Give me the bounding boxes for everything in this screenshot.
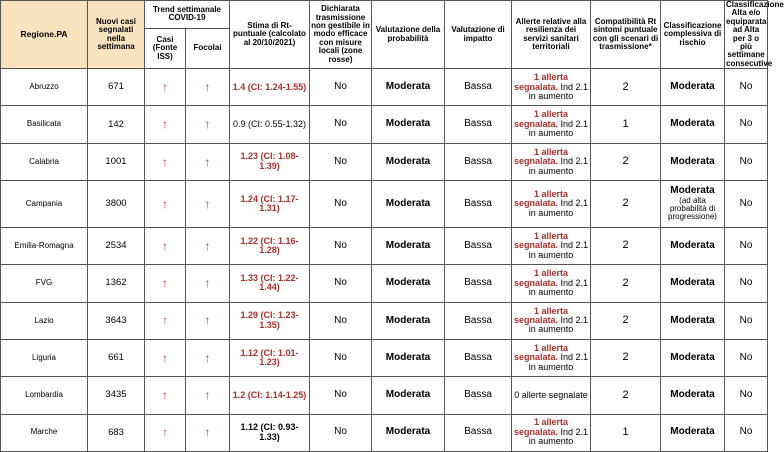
rt-value: 1.33 (CI: 1.22-1.44) bbox=[240, 273, 299, 293]
declared-cell: No bbox=[310, 69, 372, 106]
impact-cell: Bassa bbox=[445, 339, 512, 376]
high-cell: No bbox=[725, 106, 768, 143]
alert-main: 1 allerta segnalata. bbox=[513, 268, 569, 288]
table-row bbox=[1, 181, 768, 228]
classification-value: Moderata bbox=[670, 118, 715, 130]
impact-cell: Bassa bbox=[445, 143, 512, 180]
classification-value: Moderata bbox=[670, 277, 715, 289]
header-trend-outbreaks: Focolai bbox=[186, 28, 230, 68]
high-cell: No bbox=[725, 228, 768, 265]
header-high: Classificazione Alta e/o equiparata ad Alta per 3 o più settimane consecutive bbox=[726, 0, 784, 68]
impact-cell: Bassa bbox=[445, 377, 512, 414]
high-cell: No bbox=[725, 181, 768, 228]
arrow-up-icon: ↑ bbox=[145, 228, 186, 265]
alert-cell bbox=[512, 181, 591, 228]
compat-cell: 2 bbox=[591, 228, 661, 265]
declared-cell: No bbox=[310, 339, 372, 376]
rt-value: 1.22 (CI: 1.16-1.28) bbox=[240, 235, 299, 256]
alert-cell bbox=[512, 143, 591, 180]
classification-cell bbox=[661, 414, 725, 451]
alert-main: 1 allerta segnalata. bbox=[513, 188, 569, 209]
impact-cell: Bassa bbox=[445, 265, 512, 302]
alert-rest: Ind 2.1 in aumento bbox=[528, 352, 589, 372]
classification-value: Moderata bbox=[670, 185, 715, 197]
table-row bbox=[1, 106, 768, 143]
region-cell: FVG bbox=[1, 265, 88, 302]
alert-rest: Ind 2.1 in aumento bbox=[528, 118, 589, 139]
rt-value: 1.29 (CI: 1.23-1.35) bbox=[240, 310, 299, 330]
compat-cell: 1 bbox=[591, 106, 661, 143]
alert-rest: Ind 2.1 in aumento bbox=[528, 277, 589, 298]
high-cell: No bbox=[725, 414, 768, 451]
table-row bbox=[1, 69, 768, 106]
new-cases-cell: 1362 bbox=[88, 265, 145, 302]
alert-cell bbox=[512, 414, 591, 451]
table-row bbox=[1, 377, 768, 414]
impact-cell: Bassa bbox=[445, 69, 512, 106]
declared-cell: No bbox=[310, 414, 372, 451]
arrow-up-icon: ↑ bbox=[145, 339, 186, 376]
compat-cell: 2 bbox=[591, 302, 661, 339]
arrow-up-icon: ↑ bbox=[186, 302, 230, 339]
rt-cell bbox=[230, 377, 310, 414]
alert-cell bbox=[512, 265, 591, 302]
alert-cell bbox=[512, 69, 591, 106]
header-new-cases: Nuovi casi segnalati nella settimana bbox=[88, 1, 145, 69]
classification-value: Moderata bbox=[670, 389, 715, 401]
new-cases-cell: 1001 bbox=[88, 143, 145, 180]
arrow-up-icon: ↑ bbox=[186, 181, 230, 228]
classification-cell bbox=[661, 106, 725, 143]
arrow-up-icon: ↑ bbox=[186, 106, 230, 143]
impact-cell: Bassa bbox=[445, 181, 512, 228]
alert-rest: Ind 2.1 in aumento bbox=[528, 426, 589, 447]
alert-main: 1 allerta segnalata. bbox=[513, 72, 569, 92]
impact-cell: Bassa bbox=[445, 302, 512, 339]
rt-cell bbox=[230, 339, 310, 376]
alert-cell bbox=[512, 228, 591, 265]
new-cases-cell: 2534 bbox=[88, 228, 145, 265]
rt-value: 1.23 (CI: 1.08-1.39) bbox=[240, 151, 299, 171]
arrow-up-icon: ↑ bbox=[186, 265, 230, 302]
alert-cell bbox=[512, 302, 591, 339]
high-cell: No bbox=[725, 377, 768, 414]
high-cell: No bbox=[725, 69, 768, 106]
new-cases-cell: 661 bbox=[88, 339, 145, 376]
alert-cell bbox=[512, 106, 591, 143]
classification-cell bbox=[661, 69, 725, 106]
alert-main: 1 allerta segnalata. bbox=[513, 109, 569, 129]
classification-cell bbox=[661, 377, 725, 414]
rt-cell bbox=[230, 181, 310, 228]
rt-value: 1.12 (CI: 0.93-1.33) bbox=[240, 422, 299, 442]
header-impact: Valutazione di impatto bbox=[445, 1, 512, 69]
region-cell: Emilia-Romagna bbox=[1, 228, 88, 265]
alert-cell bbox=[512, 377, 591, 414]
region-cell: Liguria bbox=[1, 339, 88, 376]
alert-main: 1 allerta segnalata. bbox=[513, 305, 569, 326]
rt-value: 0.9 (CI: 0.55-1.32) bbox=[232, 118, 307, 129]
classification-value: Moderata bbox=[670, 81, 715, 93]
classification-value: Moderata bbox=[670, 239, 715, 251]
compat-cell: 2 bbox=[591, 377, 661, 414]
table-row bbox=[1, 302, 768, 339]
classification-value: Moderata bbox=[670, 426, 715, 438]
probability-cell: Moderata bbox=[372, 181, 445, 228]
high-cell: No bbox=[725, 302, 768, 339]
table-row bbox=[1, 414, 768, 451]
alert-cell bbox=[512, 339, 591, 376]
declared-cell: No bbox=[310, 106, 372, 143]
table-row bbox=[1, 265, 768, 302]
declared-cell: No bbox=[310, 377, 372, 414]
alert-main: 1 allerta segnalata. bbox=[513, 417, 569, 437]
arrow-up-icon: ↑ bbox=[186, 69, 230, 106]
rt-cell bbox=[230, 106, 310, 143]
probability-cell: Moderata bbox=[372, 143, 445, 180]
header-trend-group: Trend settimanale COVID-19 bbox=[145, 1, 230, 29]
arrow-up-icon: ↑ bbox=[186, 339, 230, 376]
region-cell: Calabria bbox=[1, 143, 88, 180]
header-rt: Stima di Rt-puntuale (calcolato al 20/10/2021) bbox=[230, 1, 310, 69]
new-cases-cell: 3643 bbox=[88, 302, 145, 339]
arrow-up-icon: ↑ bbox=[145, 265, 186, 302]
alert-rest: Ind 2.1 in aumento bbox=[528, 81, 589, 101]
probability-cell: Moderata bbox=[372, 106, 445, 143]
classification-value: Moderata bbox=[670, 155, 715, 167]
new-cases-cell: 3435 bbox=[88, 377, 145, 414]
arrow-up-icon: ↑ bbox=[145, 143, 186, 180]
probability-cell: Moderata bbox=[372, 377, 445, 414]
arrow-up-icon: ↑ bbox=[145, 302, 186, 339]
classification-note: (ad alta probabilità di progressione) bbox=[668, 195, 717, 222]
declared-cell: No bbox=[310, 228, 372, 265]
rt-value: 1.2 (CI: 1.14-1.25) bbox=[232, 389, 307, 400]
alert-rest: Ind 2.1 in aumento bbox=[528, 315, 589, 335]
header-region: Regione.PA bbox=[1, 1, 88, 69]
arrow-up-icon: ↑ bbox=[145, 414, 186, 451]
arrow-up-icon: ↑ bbox=[186, 228, 230, 265]
alert-rest: Ind 2.1 in aumento bbox=[528, 198, 589, 218]
arrow-up-icon: ↑ bbox=[145, 69, 186, 106]
probability-cell: Moderata bbox=[372, 265, 445, 302]
high-cell: No bbox=[725, 265, 768, 302]
probability-cell: Moderata bbox=[372, 228, 445, 265]
rt-cell bbox=[230, 414, 310, 451]
classification-cell bbox=[661, 181, 725, 228]
probability-cell: Moderata bbox=[372, 69, 445, 106]
arrow-up-icon: ↑ bbox=[145, 106, 186, 143]
declared-cell: No bbox=[310, 265, 372, 302]
high-cell: No bbox=[725, 339, 768, 376]
compat-cell: 2 bbox=[591, 265, 661, 302]
arrow-up-icon: ↑ bbox=[186, 414, 230, 451]
classification-cell bbox=[661, 265, 725, 302]
compat-cell: 2 bbox=[591, 181, 661, 228]
region-cell: Lombardia bbox=[1, 377, 88, 414]
rt-value: 1.24 (CI: 1.17-1.31) bbox=[240, 193, 299, 214]
compat-cell: 2 bbox=[591, 69, 661, 106]
probability-cell: Moderata bbox=[372, 414, 445, 451]
declared-cell: No bbox=[310, 181, 372, 228]
region-cell: Basilicata bbox=[1, 106, 88, 143]
rt-cell bbox=[230, 265, 310, 302]
new-cases-cell: 683 bbox=[88, 414, 145, 451]
declared-cell: No bbox=[310, 143, 372, 180]
table-row bbox=[1, 228, 768, 265]
arrow-up-icon: ↑ bbox=[186, 143, 230, 180]
alert-main: 1 allerta segnalata. bbox=[513, 146, 569, 167]
classification-cell bbox=[661, 302, 725, 339]
alert-main: 1 allerta segnalata. bbox=[513, 342, 569, 363]
header-probability: Valutazione della probabilità bbox=[372, 1, 445, 69]
probability-cell: Moderata bbox=[372, 339, 445, 376]
table-row bbox=[1, 143, 768, 180]
alert-rest: Ind 2.1 in aumento bbox=[528, 240, 589, 260]
classification-value: Moderata bbox=[670, 314, 715, 326]
compat-cell: 1 bbox=[591, 414, 661, 451]
classification-cell bbox=[661, 228, 725, 265]
classification-cell bbox=[661, 143, 725, 180]
compat-cell: 2 bbox=[591, 339, 661, 376]
arrow-up-icon: ↑ bbox=[145, 377, 186, 414]
declared-cell: No bbox=[310, 302, 372, 339]
alert-rest: 0 allerte segnalate bbox=[514, 389, 588, 400]
header-trend-cases: Casi (Fonte ISS) bbox=[145, 28, 186, 68]
classification-cell bbox=[661, 339, 725, 376]
rt-value: 1.12 (CI: 1.01-1.23) bbox=[240, 347, 299, 368]
new-cases-cell: 671 bbox=[88, 69, 145, 106]
table-row bbox=[1, 339, 768, 376]
impact-cell: Bassa bbox=[445, 414, 512, 451]
region-cell: Lazio bbox=[1, 302, 88, 339]
alert-main: 1 allerta segnalata. bbox=[513, 231, 569, 251]
header-compat: Compatibilità Rt sintomi puntuale con gli scenari di trasmissione* bbox=[591, 1, 661, 69]
impact-cell: Bassa bbox=[445, 228, 512, 265]
region-cell: Marche bbox=[1, 414, 88, 451]
header-alerts: Allerte relative alla resilienza dei servizi sanitari territoriali bbox=[512, 1, 591, 69]
region-cell: Campania bbox=[1, 181, 88, 228]
arrow-up-icon: ↑ bbox=[145, 181, 186, 228]
high-cell: No bbox=[725, 143, 768, 180]
rt-cell bbox=[230, 302, 310, 339]
rt-cell bbox=[230, 228, 310, 265]
compat-cell: 2 bbox=[591, 143, 661, 180]
rt-cell bbox=[230, 143, 310, 180]
rt-cell bbox=[230, 69, 310, 106]
new-cases-cell: 3800 bbox=[88, 181, 145, 228]
header-classification: Classificazione complessiva di rischio bbox=[661, 1, 725, 69]
region-cell: Abruzzo bbox=[1, 69, 88, 106]
probability-cell: Moderata bbox=[372, 302, 445, 339]
header-declared: Dichiarata trasmissione non gestibile in modo efficace con misure locali (zone rosse) bbox=[310, 1, 372, 69]
rt-value: 1.4 (CI: 1.24-1.55) bbox=[232, 81, 307, 92]
new-cases-cell: 142 bbox=[88, 106, 145, 143]
classification-value: Moderata bbox=[670, 351, 715, 363]
arrow-up-icon: ↑ bbox=[186, 377, 230, 414]
impact-cell: Bassa bbox=[445, 106, 512, 143]
alert-rest: Ind 2.1 in aumento bbox=[528, 156, 589, 176]
